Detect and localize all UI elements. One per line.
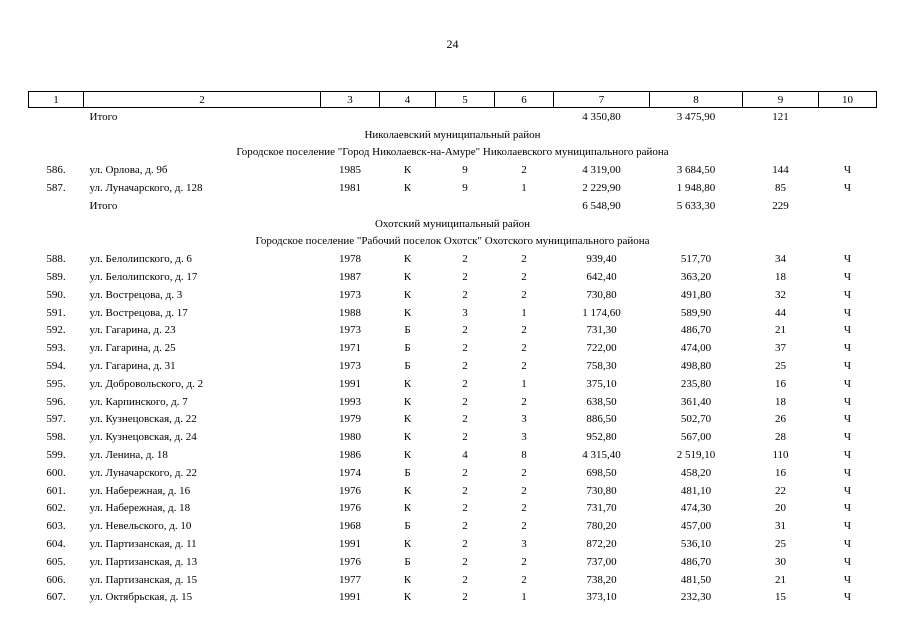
ownership-cell: Ч: [843, 253, 852, 266]
material-cell: Б: [404, 342, 411, 355]
address-cell: ул. Партизанская, д. 15: [89, 573, 198, 586]
total-count: 121: [772, 110, 789, 123]
table-row: [29, 589, 877, 607]
year-cell: 1985: [339, 164, 361, 177]
ownership-cell: Ч: [843, 538, 852, 551]
material-cell: К: [403, 484, 412, 497]
empty-cell: [819, 108, 877, 126]
year-cell: 1986: [339, 449, 361, 462]
address-cell: ул. Октябрьская, д. 15: [89, 591, 193, 604]
address-cell: ул. Карпинского, д. 7: [89, 395, 188, 408]
year-cell: 1981: [339, 182, 361, 195]
material-cell: К: [403, 502, 412, 515]
material-cell: Б: [404, 466, 411, 479]
table-row: [29, 535, 877, 553]
address-cell: ул. Белолипского, д. 6: [89, 253, 192, 266]
area-cell: 730,80: [586, 288, 617, 301]
residents-cell: 110: [772, 449, 789, 462]
section-heading-row: [29, 233, 877, 251]
living-area-cell: 536,10: [680, 538, 712, 551]
material-cell: Б: [404, 520, 411, 533]
row-number: 606.: [46, 573, 66, 586]
empty-cell: [495, 197, 554, 215]
living-area-cell: 235,80: [680, 377, 712, 390]
living-area-cell: 481,10: [680, 484, 712, 497]
total-count: 229: [772, 199, 789, 212]
address-cell: ул. Невельского, д. 10: [89, 520, 192, 533]
ownership-cell: Ч: [843, 288, 852, 301]
entrances-cell: 1: [521, 377, 527, 390]
column-header: 5: [436, 92, 495, 108]
floors-cell: 2: [462, 253, 468, 266]
material-cell: К: [403, 591, 412, 604]
residents-cell: 44: [775, 306, 786, 319]
year-cell: 1976: [339, 484, 361, 497]
table-row: [29, 553, 877, 571]
residents-cell: 25: [775, 538, 786, 551]
material-cell: Б: [404, 555, 411, 568]
living-area-cell: 567,00: [680, 431, 712, 444]
living-area-cell: 502,70: [680, 413, 712, 426]
material-cell: К: [403, 164, 412, 177]
floors-cell: 2: [462, 271, 468, 284]
ownership-cell: Ч: [843, 591, 852, 604]
column-header: 2: [84, 92, 321, 108]
ownership-cell: Ч: [843, 324, 852, 337]
section-heading: Охотский муниципальный район: [374, 217, 531, 230]
ownership-cell: Ч: [843, 431, 852, 444]
entrances-cell: 3: [521, 413, 527, 426]
floors-cell: 2: [462, 324, 468, 337]
table-row: [29, 393, 877, 411]
residents-cell: 144: [772, 164, 789, 177]
table-row: [29, 339, 877, 357]
empty-cell: [436, 197, 495, 215]
empty-cell: [380, 108, 436, 126]
living-area-cell: 517,70: [680, 253, 712, 266]
table-row: [29, 571, 877, 589]
entrances-cell: 2: [521, 324, 527, 337]
row-number: 598.: [46, 431, 66, 444]
area-cell: 698,50: [586, 466, 617, 479]
section-heading-row: [29, 126, 877, 144]
entrances-cell: 2: [521, 342, 527, 355]
living-area-cell: 481,50: [680, 573, 712, 586]
material-cell: К: [403, 431, 412, 444]
empty-cell: [380, 197, 436, 215]
entrances-cell: 2: [521, 288, 527, 301]
living-area-cell: 2 519,10: [676, 449, 716, 462]
entrances-cell: 2: [521, 520, 527, 533]
area-cell: 731,30: [586, 324, 617, 337]
address-cell: ул. Белолипского, д. 17: [89, 271, 198, 284]
entrances-cell: 2: [521, 253, 527, 266]
living-area-cell: 457,00: [680, 520, 712, 533]
row-number: 588.: [46, 253, 66, 266]
entrances-cell: 2: [521, 484, 527, 497]
ownership-cell: Ч: [843, 395, 852, 408]
row-number: 597.: [46, 413, 66, 426]
row-number: 586.: [46, 164, 66, 177]
ownership-cell: Ч: [843, 466, 852, 479]
total-area: 6 548,90: [582, 199, 621, 212]
row-number: 592.: [46, 324, 66, 337]
section-heading-row: [29, 215, 877, 233]
floors-cell: 2: [462, 342, 468, 355]
total-label: Итого: [89, 199, 118, 212]
table-row: [29, 179, 877, 197]
page-number: 24: [446, 37, 459, 51]
material-cell: Б: [404, 324, 411, 337]
entrances-cell: 2: [521, 271, 527, 284]
address-cell: ул. Ленина, д. 18: [89, 449, 168, 462]
material-cell: К: [403, 413, 412, 426]
entrances-cell: 2: [521, 360, 527, 373]
floors-cell: 2: [462, 591, 468, 604]
entrances-cell: 8: [521, 449, 527, 462]
column-header: 4: [380, 92, 436, 108]
area-cell: 730,80: [586, 484, 617, 497]
empty-cell: [321, 197, 380, 215]
total-area: 4 350,80: [582, 110, 621, 123]
ownership-cell: Ч: [843, 182, 852, 195]
living-area-cell: 363,20: [680, 271, 712, 284]
living-area-cell: 474,30: [680, 502, 712, 515]
floors-cell: 2: [462, 413, 468, 426]
ownership-cell: Ч: [843, 484, 852, 497]
year-cell: 1993: [339, 395, 361, 408]
total-row: [29, 197, 877, 215]
table-row: [29, 304, 877, 322]
entrances-cell: 3: [521, 431, 527, 444]
row-number: 602.: [46, 502, 66, 515]
area-cell: 952,80: [586, 431, 617, 444]
ownership-cell: Ч: [843, 449, 852, 462]
year-cell: 1974: [339, 466, 361, 479]
year-cell: 1991: [339, 591, 361, 604]
table-row: [29, 357, 877, 375]
floors-cell: 2: [462, 431, 468, 444]
ownership-cell: Ч: [843, 164, 852, 177]
living-area-cell: 1 948,80: [676, 182, 716, 195]
column-header: 6: [495, 92, 554, 108]
area-cell: 638,50: [586, 395, 617, 408]
floors-cell: 2: [462, 484, 468, 497]
year-cell: 1977: [339, 573, 361, 586]
area-cell: 758,30: [586, 360, 617, 373]
row-number: 594.: [46, 360, 66, 373]
address-cell: ул. Гагарина, д. 25: [89, 342, 176, 355]
area-cell: 939,40: [586, 253, 617, 266]
empty-cell: [436, 108, 495, 126]
year-cell: 1978: [339, 253, 361, 266]
area-cell: 4 315,40: [582, 449, 621, 462]
ownership-cell: Ч: [843, 555, 852, 568]
row-number: 604.: [46, 538, 66, 551]
residents-cell: 32: [775, 288, 786, 301]
section-heading: Николаевский муниципальный район: [364, 128, 541, 141]
residents-cell: 37: [775, 342, 786, 355]
entrances-cell: 1: [521, 306, 527, 319]
material-cell: К: [403, 573, 412, 586]
address-cell: ул. Добровольского, д. 2: [89, 377, 204, 390]
residents-cell: 25: [775, 360, 786, 373]
residents-cell: 31: [775, 520, 786, 533]
residents-cell: 15: [775, 591, 786, 604]
ownership-cell: Ч: [843, 271, 852, 284]
material-cell: К: [403, 288, 412, 301]
living-area-cell: 458,20: [680, 466, 712, 479]
empty-cell: [29, 197, 84, 215]
address-cell: ул. Набережная, д. 16: [89, 484, 191, 497]
year-cell: 1991: [339, 377, 361, 390]
total-living-area: 5 633,30: [676, 199, 716, 212]
row-number: 603.: [46, 520, 66, 533]
table-row: [29, 268, 877, 286]
row-number: 599.: [46, 449, 66, 462]
address-cell: ул. Вострецова, д. 3: [89, 288, 183, 301]
row-number: 587.: [46, 182, 66, 195]
material-cell: К: [403, 538, 412, 551]
column-header: 3: [321, 92, 380, 108]
table-row: [29, 250, 877, 268]
column-header: 9: [743, 92, 819, 108]
residents-cell: 16: [775, 377, 786, 390]
year-cell: 1979: [339, 413, 361, 426]
row-number: 589.: [46, 271, 66, 284]
living-area-cell: 3 684,50: [676, 164, 716, 177]
address-cell: ул. Партизанская, д. 13: [89, 555, 198, 568]
area-cell: 642,40: [586, 271, 617, 284]
empty-cell: [495, 108, 554, 126]
table-row: [29, 286, 877, 304]
row-number: 593.: [46, 342, 66, 355]
row-number: 595.: [46, 377, 66, 390]
floors-cell: 2: [462, 395, 468, 408]
residents-cell: 18: [775, 271, 786, 284]
column-header: 10: [819, 92, 877, 108]
entrances-cell: 2: [521, 573, 527, 586]
entrances-cell: 1: [521, 182, 527, 195]
material-cell: К: [403, 395, 412, 408]
residents-cell: 20: [775, 502, 786, 515]
table-row: [29, 446, 877, 464]
row-number: 591.: [46, 306, 66, 319]
row-number: 590.: [46, 288, 66, 301]
table-row: [29, 482, 877, 500]
total-living-area: 3 475,90: [676, 110, 716, 123]
floors-cell: 3: [462, 306, 468, 319]
year-cell: 1973: [339, 288, 361, 301]
row-number: 605.: [46, 555, 66, 568]
table-body: [29, 108, 877, 607]
empty-cell: [29, 108, 84, 126]
floors-cell: 2: [462, 377, 468, 390]
table-row: [29, 464, 877, 482]
housing-table: [28, 91, 877, 606]
material-cell: К: [403, 306, 412, 319]
living-area-cell: 361,40: [680, 395, 712, 408]
area-cell: 731,70: [586, 502, 617, 515]
area-cell: 373,10: [586, 591, 617, 604]
residents-cell: 16: [775, 466, 786, 479]
table-row: [29, 161, 877, 179]
living-area-cell: 491,80: [680, 288, 712, 301]
residents-cell: 28: [775, 431, 786, 444]
material-cell: К: [403, 182, 412, 195]
living-area-cell: 486,70: [680, 555, 712, 568]
area-cell: 4 319,00: [582, 164, 621, 177]
entrances-cell: 3: [521, 538, 527, 551]
table-row: [29, 411, 877, 429]
living-area-cell: 498,80: [680, 360, 712, 373]
year-cell: 1971: [339, 342, 361, 355]
entrances-cell: 1: [521, 591, 527, 604]
section-heading: Городское поселение "Рабочий поселок Охотск" Охотского муниципального района: [255, 235, 650, 248]
address-cell: ул. Луначарского, д. 22: [89, 466, 197, 479]
floors-cell: 2: [462, 502, 468, 515]
floors-cell: 4: [462, 449, 468, 462]
floors-cell: 2: [462, 288, 468, 301]
ownership-cell: Ч: [843, 573, 852, 586]
floors-cell: 9: [462, 164, 468, 177]
year-cell: 1988: [339, 306, 361, 319]
ownership-cell: Ч: [843, 360, 852, 373]
area-cell: 780,20: [586, 520, 617, 533]
ownership-cell: Ч: [843, 520, 852, 533]
year-cell: 1987: [339, 271, 361, 284]
address-cell: ул. Кузнецовская, д. 24: [89, 431, 197, 444]
address-cell: ул. Орлова, д. 9б: [89, 164, 168, 177]
entrances-cell: 2: [521, 164, 527, 177]
material-cell: К: [403, 377, 412, 390]
entrances-cell: 2: [521, 555, 527, 568]
table-row: [29, 428, 877, 446]
entrances-cell: 2: [521, 466, 527, 479]
year-cell: 1976: [339, 555, 361, 568]
column-header-row: [29, 92, 877, 108]
address-cell: ул. Вострецова, д. 17: [89, 306, 188, 319]
area-cell: 738,20: [586, 573, 617, 586]
ownership-cell: Ч: [843, 342, 852, 355]
year-cell: 1973: [339, 360, 361, 373]
floors-cell: 2: [462, 360, 468, 373]
floors-cell: 9: [462, 182, 468, 195]
column-header: 7: [554, 92, 650, 108]
ownership-cell: Ч: [843, 306, 852, 319]
column-header: 8: [650, 92, 743, 108]
address-cell: ул. Кузнецовская, д. 22: [89, 413, 197, 426]
table-row: [29, 500, 877, 518]
year-cell: 1991: [339, 538, 361, 551]
area-cell: 722,00: [586, 342, 617, 355]
address-cell: ул. Луначарского, д. 128: [89, 182, 203, 195]
floors-cell: 2: [462, 573, 468, 586]
material-cell: Б: [404, 360, 411, 373]
living-area-cell: 232,30: [680, 591, 712, 604]
residents-cell: 21: [775, 573, 786, 586]
material-cell: К: [403, 449, 412, 462]
floors-cell: 2: [462, 555, 468, 568]
row-number: 600.: [46, 466, 66, 479]
entrances-cell: 2: [521, 395, 527, 408]
ownership-cell: Ч: [843, 502, 852, 515]
living-area-cell: 589,90: [680, 306, 712, 319]
residents-cell: 26: [775, 413, 786, 426]
area-cell: 375,10: [586, 377, 617, 390]
table-row: [29, 322, 877, 340]
row-number: 607.: [46, 591, 66, 604]
area-cell: 1 174,60: [582, 306, 621, 319]
living-area-cell: 486,70: [680, 324, 712, 337]
floors-cell: 2: [462, 520, 468, 533]
residents-cell: 22: [775, 484, 786, 497]
area-cell: 872,20: [586, 538, 617, 551]
year-cell: 1968: [339, 520, 361, 533]
area-cell: 737,00: [586, 555, 617, 568]
row-number: 596.: [46, 395, 66, 408]
column-header: 1: [29, 92, 84, 108]
material-cell: К: [403, 253, 412, 266]
material-cell: К: [403, 271, 412, 284]
total-row: [29, 108, 877, 126]
year-cell: 1973: [339, 324, 361, 337]
table-row: [29, 375, 877, 393]
year-cell: 1976: [339, 502, 361, 515]
address-cell: ул. Гагарина, д. 23: [89, 324, 176, 337]
residents-cell: 21: [775, 324, 786, 337]
residents-cell: 30: [775, 555, 786, 568]
table-row: [29, 517, 877, 535]
residents-cell: 85: [775, 182, 786, 195]
address-cell: ул. Партизанская, д. 11: [89, 538, 197, 551]
area-cell: 2 229,90: [582, 182, 621, 195]
row-number: 601.: [46, 484, 66, 497]
entrances-cell: 2: [521, 502, 527, 515]
empty-cell: [321, 108, 380, 126]
residents-cell: 18: [775, 395, 786, 408]
address-cell: ул. Набережная, д. 18: [89, 502, 191, 515]
section-heading: Городское поселение "Город Николаевск-на-Амуре" Николаевского муниципального района: [236, 146, 669, 159]
empty-cell: [819, 197, 877, 215]
floors-cell: 2: [462, 538, 468, 551]
section-heading-row: [29, 144, 877, 162]
total-label: Итого: [89, 110, 118, 123]
living-area-cell: 474,00: [680, 342, 712, 355]
floors-cell: 2: [462, 466, 468, 479]
address-cell: ул. Гагарина, д. 31: [89, 360, 176, 373]
area-cell: 886,50: [586, 413, 617, 426]
residents-cell: 34: [775, 253, 786, 266]
ownership-cell: Ч: [843, 413, 852, 426]
year-cell: 1980: [339, 431, 361, 444]
ownership-cell: Ч: [843, 377, 852, 390]
